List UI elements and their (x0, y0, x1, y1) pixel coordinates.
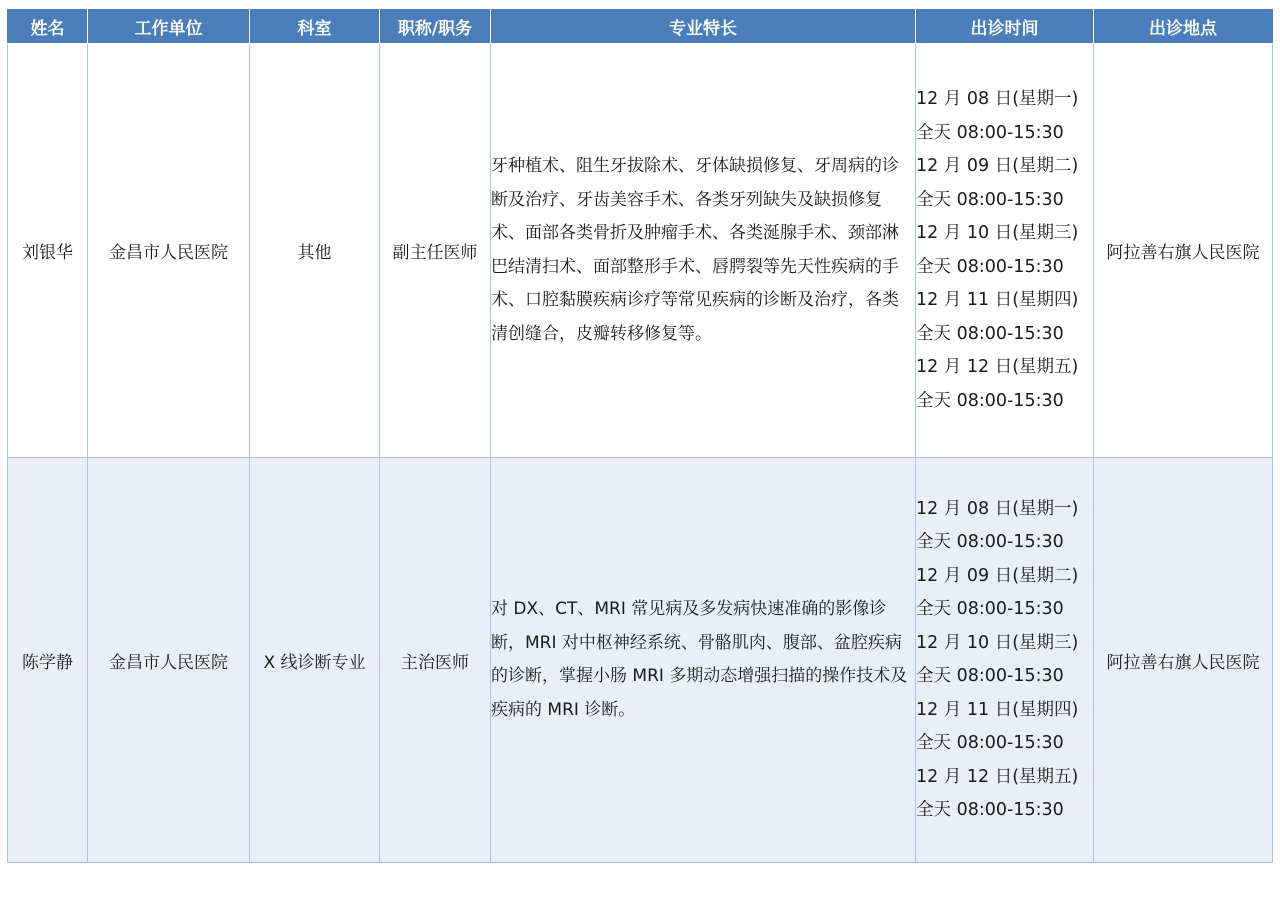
clinic-date: 12 月 10 日(星期三) (916, 632, 1079, 653)
work-unit: 金昌市人民医院 (88, 44, 250, 458)
header-specialty: 专业特长 (491, 9, 916, 44)
clinic-date: 12 月 11 日(星期四) (916, 699, 1079, 720)
doctor-name: 刘银华 (8, 44, 88, 458)
clinic-hours: 全天 08:00-15:30 (916, 733, 1064, 753)
doctor-name: 陈学静 (8, 458, 88, 863)
clinic-date: 12 月 08 日(星期一) (916, 498, 1079, 519)
header-clinic-location: 出诊地点 (1094, 9, 1273, 44)
clinic-hours: 全天 08:00-15:30 (916, 122, 1064, 143)
table-header-row (8, 9, 1273, 44)
clinic-hours: 全天 08:00-15:30 (916, 390, 1064, 411)
clinic-date: 12 月 09 日(星期二) (916, 565, 1079, 586)
clinic-date: 12 月 09 日(星期二) (916, 156, 1079, 176)
header-title: 职称/职务 (380, 9, 491, 44)
clinic-location: 阿拉善右旗人民医院 (1094, 44, 1273, 458)
clinic-times (916, 458, 1094, 863)
clinic-date: 12 月 11 日(星期四) (916, 290, 1079, 310)
clinic-hours: 全天 08:00-15:30 (916, 189, 1064, 210)
clinic-hours: 全天 08:00-15:30 (916, 256, 1064, 277)
department: X 线诊断专业 (250, 458, 380, 863)
work-unit: 金昌市人民医院 (88, 458, 250, 863)
clinic-hours: 全天 08:00-15:30 (916, 532, 1064, 552)
clinic-hours: 全天 08:00-15:30 (916, 666, 1064, 686)
clinic-date: 12 月 12 日(星期五) (916, 766, 1079, 787)
department: 其他 (250, 44, 380, 458)
clinic-date: 12 月 08 日(星期一) (916, 89, 1079, 109)
clinic-hours: 全天 08:00-15:30 (916, 599, 1064, 619)
job-title: 副主任医师 (380, 44, 491, 458)
header-department: 科室 (250, 9, 380, 44)
doctor-schedule-table (7, 9, 1273, 863)
table-row (8, 458, 1273, 863)
header-name: 姓名 (8, 9, 88, 44)
table-row (8, 44, 1273, 458)
specialty-text: 对 DX、CT、MRI 常见病及多发病快速准确的影像诊断，MRI 对中枢神经系统、骨骼肌肉、腹部、盆腔疾病的诊断，掌握小肠 MRI 多期动态增强扫描的操作技术及疾病的 MRI 诊断。 (491, 458, 916, 863)
header-clinic-time: 出诊时间 (916, 9, 1094, 44)
clinic-date: 12 月 12 日(星期五) (916, 357, 1079, 377)
clinic-date: 12 月 10 日(星期三) (916, 223, 1079, 243)
job-title: 主治医师 (380, 458, 491, 863)
clinic-times (916, 44, 1094, 458)
clinic-hours: 全天 08:00-15:30 (916, 800, 1064, 820)
header-unit: 工作单位 (88, 9, 250, 44)
clinic-hours: 全天 08:00-15:30 (916, 323, 1064, 344)
specialty-text: 牙种植术、阻生牙拔除术、牙体缺损修复、牙周病的诊断及治疗、牙齿美容手术、各类牙列缺失及缺损修复术、面部各类骨折及肿瘤手术、各类涎腺手术、颈部淋巴结清扫术、面部整形手术、唇腭裂等先天性疾病的手术、口腔黏膜疾病诊疗等常见疾病的诊断及治疗，各类清创缝合，皮瓣转移修复等。 (491, 44, 916, 458)
clinic-location: 阿拉善右旗人民医院 (1094, 458, 1273, 863)
